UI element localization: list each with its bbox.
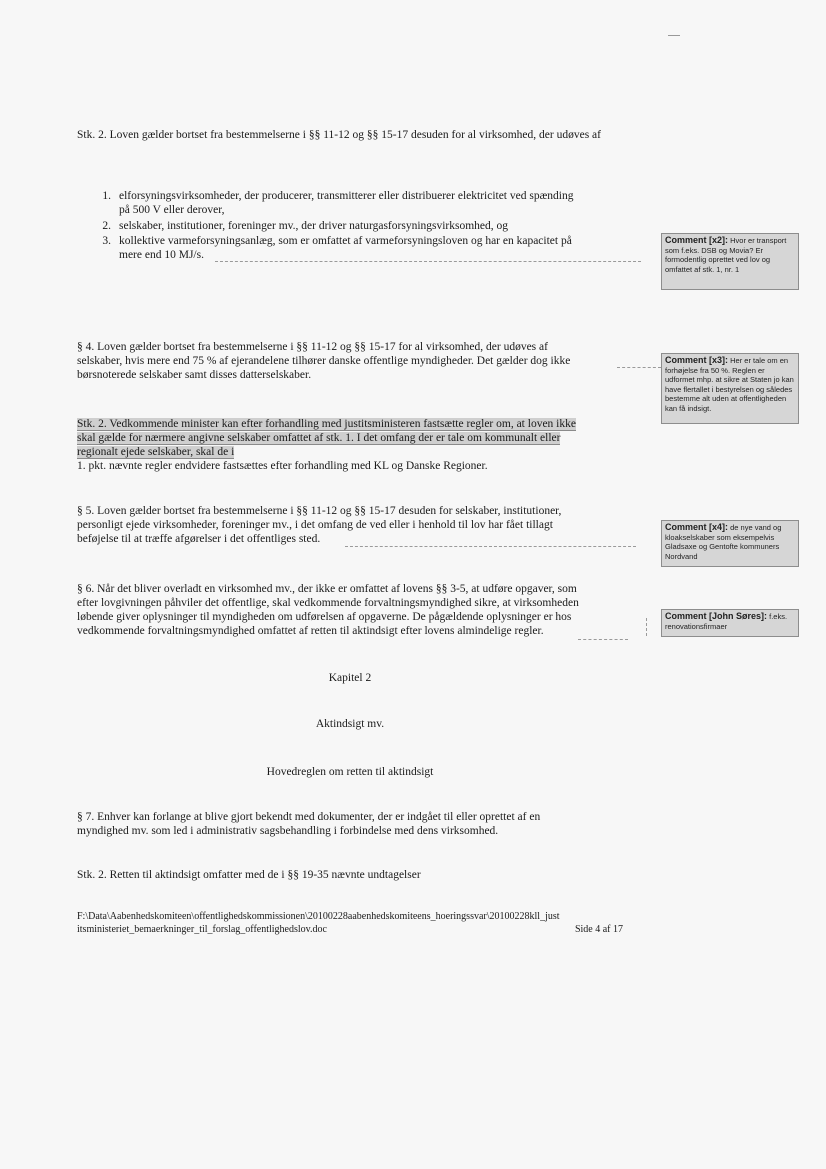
- highlighted-text: skal gælde for nærmere angivne selskaber omfattet af stk. 1. I det omfang der er tale om kommunalt eller: [77, 432, 561, 444]
- comment-label: Comment [John Søres]:: [665, 611, 768, 621]
- comment-connector: [646, 618, 647, 636]
- highlighted-line: [77, 445, 234, 459]
- subsection-heading: Hovedreglen om retten til aktindsigt: [266, 766, 434, 778]
- footer-path-cont: itsministeriet_bemaerkninger_til_forslag_offentlighedslov.doc: [77, 924, 327, 935]
- footer-path: F:\Data\Aabenhedskomiteen\offentlighedskommissionen\20100228aabenhedskomiteens_hoeringssvar\20100228kll_just: [77, 911, 560, 922]
- comment-connector: [578, 639, 628, 640]
- list-number: 2.: [102, 220, 111, 232]
- paragraph-line: løbende giver oplysninger til myndigheden om udførelsen af opgaverne. De pågældende oplysninger er hos: [77, 611, 572, 623]
- section-heading: Aktindsigt mv.: [315, 718, 385, 730]
- paragraph-line: børsnoterede selskaber samt disses datterselskaber.: [77, 369, 312, 381]
- paragraph-line: myndighed mv. som led i administrativ sagsbehandling i forbindelse med dens virksomhed.: [77, 825, 499, 837]
- list-line: mere end 10 MJ/s.: [119, 249, 204, 261]
- paragraph-line: vedkommende forvaltningsmyndighed omfattet af retten til aktindsigt efter lovens almindelige regler.: [77, 625, 544, 637]
- comment-label: Comment [x2]:: [665, 235, 729, 245]
- paragraph-line: beføjelse til at træffe afgørelser i det offentliges sted.: [77, 533, 321, 545]
- comment-text: Her er tale om en forhøjelse fra 50 %. Reglen er udformet mhp. at sikre at Staten jo kan have flertallet i bestyrelsen og således bestemme alt uden at offentligheden kan få indsigt.: [665, 356, 794, 413]
- chapter-heading: Kapitel 2: [328, 672, 372, 684]
- comment-connector: [215, 261, 641, 262]
- comment-text: f.eks. renovationsfirmaer: [665, 612, 788, 631]
- highlighted-line: [77, 431, 560, 445]
- paragraph-line: personligt ejede virksomheder, foreninger mv., i det omfang de ved eller i henhold til lov har fået tillagt: [77, 519, 553, 531]
- paragraph-line: efter lovgivningen påhviler det offentlige, skal vedkommende forvaltningsmyndighed sikre, at virksomheden: [77, 597, 579, 609]
- comment-label: Comment [x4]:: [665, 522, 729, 532]
- list-line: elforsyningsvirksomheder, der producerer, transmitterer eller distribuerer elektricitet ved spænding: [119, 190, 574, 202]
- list-number: 3.: [102, 235, 111, 247]
- highlighted-text: Stk. 2. Vedkommende minister kan efter forhandling med justitsministeren fastsætte regler om, at loven ikke: [77, 418, 576, 430]
- scan-mark: [668, 35, 680, 36]
- list-line: på 500 V eller derover,: [119, 204, 225, 216]
- paragraph-line: selskaber, hvis mere end 75 % af ejerandelene tilhører danske offentlige myndigheder. Det gælder dog ikke: [77, 355, 571, 367]
- list-line: kollektive varmeforsyningsanlæg, som er omfattet af varmeforsyningsloven og har en kapacitet på: [119, 235, 572, 247]
- paragraph-7-stk2: Stk. 2. Retten til aktindsigt omfatter med de i §§ 19-35 nævnte undtagelser: [77, 869, 421, 881]
- paragraph-line: § 6. Når det bliver overladt en virksomhed mv., der ikke er omfattet af lovens §§ 3-5, at udføre opgaver, som: [77, 583, 577, 595]
- paragraph-line: § 7. Enhver kan forlange at blive gjort bekendt med dokumenter, der er indgået til eller oprettet af en: [77, 811, 541, 823]
- paragraph-line: § 4. Loven gælder bortset fra bestemmelserne i §§ 11-12 og §§ 15-17 for al virksomhed, der udøves af: [77, 341, 548, 353]
- comment-balloon[interactable]: [661, 609, 799, 637]
- highlighted-text: regionalt ejede selskaber, skal de i: [77, 446, 235, 458]
- comment-connector: [617, 367, 661, 368]
- paragraph-line: 1. pkt. nævnte regler endvidere fastsættes efter forhandling med KL og Danske Regioner.: [77, 460, 488, 472]
- stk2-intro: Stk. 2. Loven gælder bortset fra bestemmelserne i §§ 11-12 og §§ 15-17 desuden for al virksomhed, der udøves af: [77, 129, 601, 141]
- list-line: selskaber, institutioner, foreninger mv., der driver naturgasforsyningsvirksomhed, og: [119, 220, 509, 232]
- highlighted-line: [77, 417, 576, 431]
- comment-text: de nye vand og kloakselskaber som eksempelvis Gladsaxe og Gentofte kommuners Nordvand: [665, 523, 782, 561]
- comment-connector: [345, 546, 636, 547]
- paragraph-line: § 5. Loven gælder bortset fra bestemmelserne i §§ 11-12 og §§ 15-17 desuden for selskaber, institutioner,: [77, 505, 562, 517]
- comment-label: Comment [x3]:: [665, 355, 729, 365]
- page-number: Side 4 af 17: [574, 924, 623, 935]
- comment-balloon[interactable]: [661, 353, 799, 424]
- list-number: 1.: [102, 190, 111, 202]
- comment-balloon[interactable]: [661, 233, 799, 290]
- comment-text: Hvor er transport som f.eks. DSB og Movia? Er formodentlig oprettet ved lov og omfattet af stk. 1, nr. 1: [665, 236, 787, 274]
- comment-balloon[interactable]: [661, 520, 799, 567]
